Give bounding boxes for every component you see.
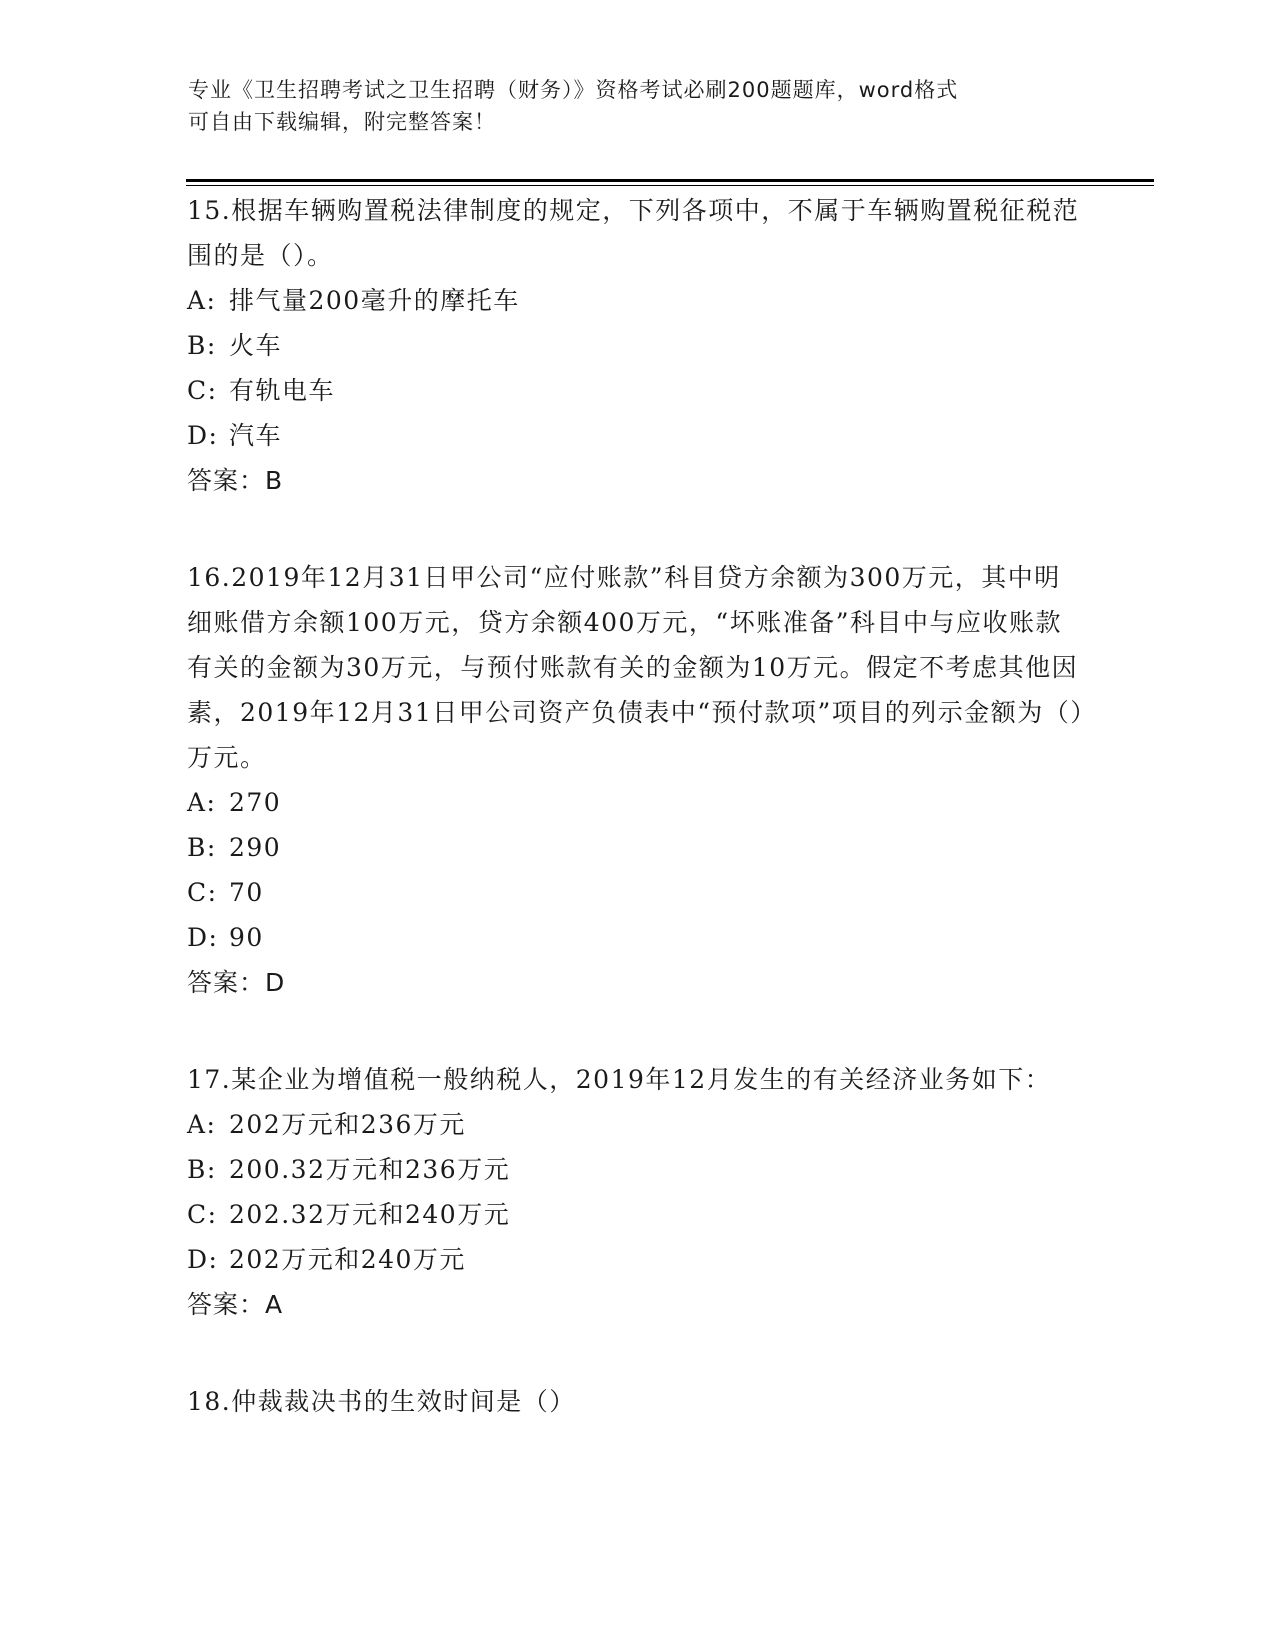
answer-text: 答案：B — [187, 466, 284, 495]
option-b — [187, 825, 1087, 870]
option-text: 270 — [229, 788, 282, 817]
answer-text: 答案：A — [187, 1290, 284, 1319]
question-18 — [187, 1379, 1087, 1424]
option-letter: C: — [187, 878, 218, 907]
option-letter: D: — [187, 923, 219, 952]
question-15 — [187, 188, 1087, 503]
option-c — [187, 1192, 1087, 1237]
question-text: 16.2019年12月31日甲公司“应付账款”科目贷方余额为300万元，其中明细账借方余额100万元，贷方余额400万元，“坏账准备”科目中与应收账款有关的金额为30万元，与预付账款有关的金额为10万元。假定不考虑其他因素，2019年12月31日甲公司资产负债表中“预付款项”项目的列示金额为（）万元。 — [187, 563, 1085, 772]
option-b — [187, 323, 1087, 368]
option-a — [187, 278, 1087, 323]
option-letter: B: — [187, 331, 217, 360]
option-letter: A: — [187, 788, 217, 817]
option-text: 排气量200毫升的摩托车 — [229, 286, 520, 315]
option-letter: C: — [187, 376, 218, 405]
option-text: 202.32万元和240万元 — [229, 1200, 511, 1229]
header-line-2: 可自由下载编辑，附完整答案！ — [188, 110, 496, 134]
option-d — [187, 413, 1087, 458]
option-letter: A: — [187, 286, 217, 315]
option-a — [187, 780, 1087, 825]
option-text: 有轨电车 — [229, 376, 336, 405]
option-letter: B: — [187, 833, 217, 862]
question-spacer — [187, 503, 1087, 555]
option-text: 90 — [229, 923, 264, 952]
option-text: 70 — [229, 878, 264, 907]
document-header — [188, 74, 1068, 138]
option-text: 200.32万元和236万元 — [229, 1155, 511, 1184]
question-list — [187, 188, 1087, 1424]
option-d — [187, 1237, 1087, 1282]
option-text: 汽车 — [229, 421, 283, 450]
question-spacer — [187, 1005, 1087, 1057]
option-text: 火车 — [229, 331, 283, 360]
option-b — [187, 1147, 1087, 1192]
option-d — [187, 915, 1087, 960]
option-letter: D: — [187, 1245, 219, 1274]
option-a — [187, 1102, 1087, 1147]
option-c — [187, 368, 1087, 413]
option-letter: A: — [187, 1110, 217, 1139]
option-text: 202万元和240万元 — [229, 1245, 466, 1274]
question-text: 18.仲裁裁决书的生效时间是（） — [187, 1387, 576, 1416]
question-16 — [187, 555, 1087, 1005]
question-text: 15.根据车辆购置税法律制度的规定，下列各项中，不属于车辆购置税征税范围的是（）。 — [187, 196, 1080, 270]
question-text: 17.某企业为增值税一般纳税人，2019年12月发生的有关经济业务如下： — [187, 1065, 1052, 1094]
answer-text: 答案：D — [187, 968, 286, 997]
option-text: 202万元和236万元 — [229, 1110, 466, 1139]
option-letter: D: — [187, 421, 219, 450]
option-c — [187, 870, 1087, 915]
option-letter: B: — [187, 1155, 217, 1184]
question-spacer — [187, 1327, 1087, 1379]
question-17 — [187, 1057, 1087, 1327]
option-text: 290 — [229, 833, 282, 862]
header-rule-thin — [186, 185, 1154, 186]
header-line-1: 专业《卫生招聘考试之卫生招聘（财务）》资格考试必刷200题题库，word格式 — [188, 78, 959, 102]
option-letter: C: — [187, 1200, 218, 1229]
header-rule-thick — [186, 179, 1154, 182]
